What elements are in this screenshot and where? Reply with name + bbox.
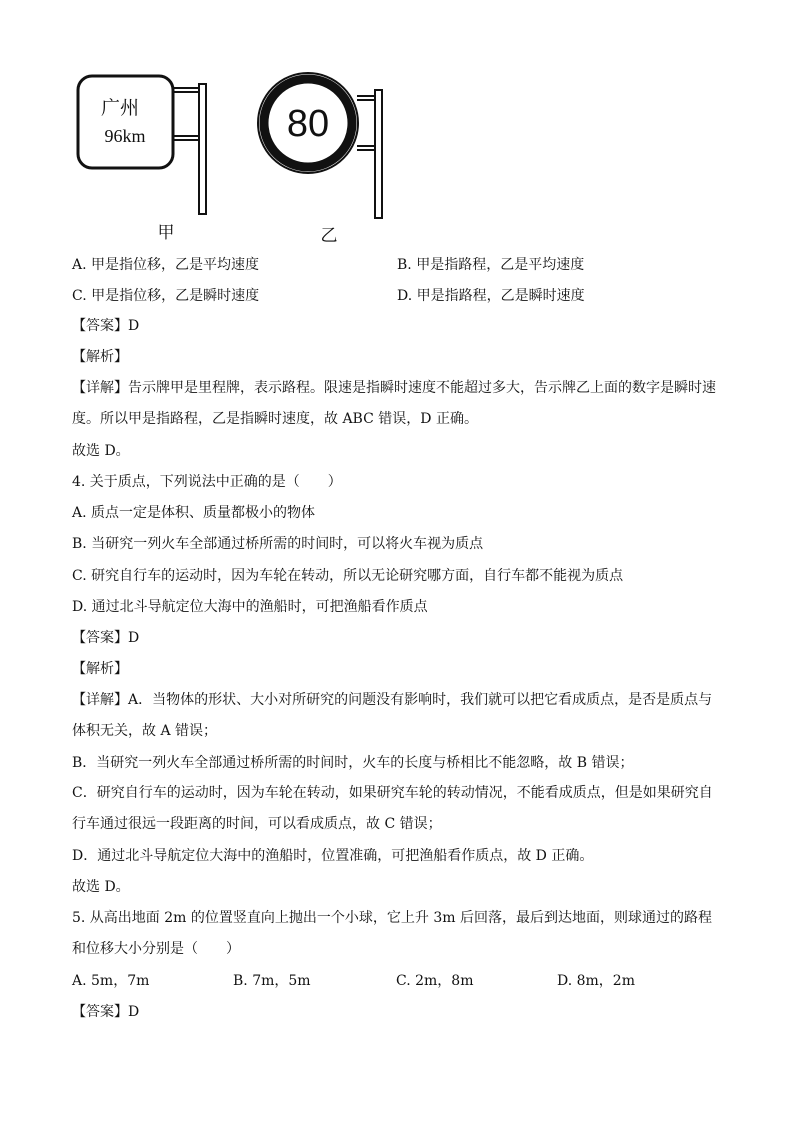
q4-option-c: C. 研究自行车的运动时，因为车轮在转动，所以无论研究哪方面，自行车都不能视为质点 (72, 568, 624, 584)
q3-analysis-heading: 【解析】 (72, 349, 128, 365)
road-signs-figure (70, 66, 400, 246)
q3-conclusion: 故选 D。 (72, 443, 130, 459)
q4-detail-a: 【详解】A．当物体的形状、大小对所研究的问题没有影响时，我们就可以把它看成质点，是否是质点与体积无关，故 A 错误； (72, 692, 713, 739)
q5-option-d: D. 8m，2m (557, 973, 635, 989)
sign-yi (258, 73, 382, 218)
q3-option-b: B. 甲是指路程，乙是平均速度 (397, 257, 585, 273)
q5-option-b: B. 7m，5m (233, 973, 311, 989)
sign-jia (78, 76, 206, 214)
q4-detail-b: B．当研究一列火车全部通过桥所需的时间时，火车的长度与桥相比不能忽略，故 B 错误； (72, 755, 634, 771)
q5-option-c: C. 2m，8m (396, 973, 474, 989)
q4-analysis-heading: 【解析】 (72, 661, 128, 677)
q4-option-b: B. 当研究一列火车全部通过桥所需的时间时，可以将火车视为质点 (72, 536, 484, 552)
label-yi: 乙 (320, 226, 338, 246)
q4-option-a: A. 质点一定是体积、质量都极小的物体 (72, 505, 316, 521)
q5-answer: 【答案】D (72, 1004, 140, 1020)
q4-answer: 【答案】D (72, 630, 140, 646)
q4-detail-c: C．研究自行车的运动时，因为车轮在转动，如果研究车轮的转动情况，不能看成质点，但是如果研究自行车通过很远一段距离的时间，可以看成质点，故 C 错误； (72, 785, 713, 832)
q3-option-d: D. 甲是指路程，乙是瞬时速度 (397, 288, 585, 304)
q5-stem: 5. 从高出地面 2m 的位置竖直向上抛出一个小球，它上升 3m 后回落，最后到达地面，则球通过的路程和位移大小分别是（ ） (72, 910, 712, 957)
sign-yi-speed: 80 (286, 103, 330, 145)
q5-option-a: A. 5m，7m (72, 973, 150, 989)
q3-detail: 【详解】告示牌甲是里程牌，表示路程。限速是指瞬时速度不能超过多大，告示牌乙上面的数字是瞬时速度。所以甲是指路程，乙是指瞬时速度，故 ABC 错误，D 正确。 (72, 380, 716, 427)
q3-option-c: C. 甲是指位移，乙是瞬时速度 (72, 288, 260, 304)
sign-jia-city: 广州 (100, 97, 140, 119)
q3-option-a: A. 甲是指位移，乙是平均速度 (72, 257, 260, 273)
q4-detail-d: D．通过北斗导航定位大海中的渔船时，位置准确，可把渔船看作质点，故 D 正确。 (72, 848, 594, 864)
q4-stem: 4. 关于质点，下列说法中正确的是（ ） (72, 474, 342, 490)
label-jia: 甲 (157, 223, 175, 243)
q3-answer: 【答案】D (72, 318, 140, 334)
sign-jia-distance: 96km (104, 126, 146, 146)
q4-conclusion: 故选 D。 (72, 879, 130, 895)
q4-option-d: D. 通过北斗导航定位大海中的渔船时，可把渔船看作质点 (72, 599, 428, 615)
